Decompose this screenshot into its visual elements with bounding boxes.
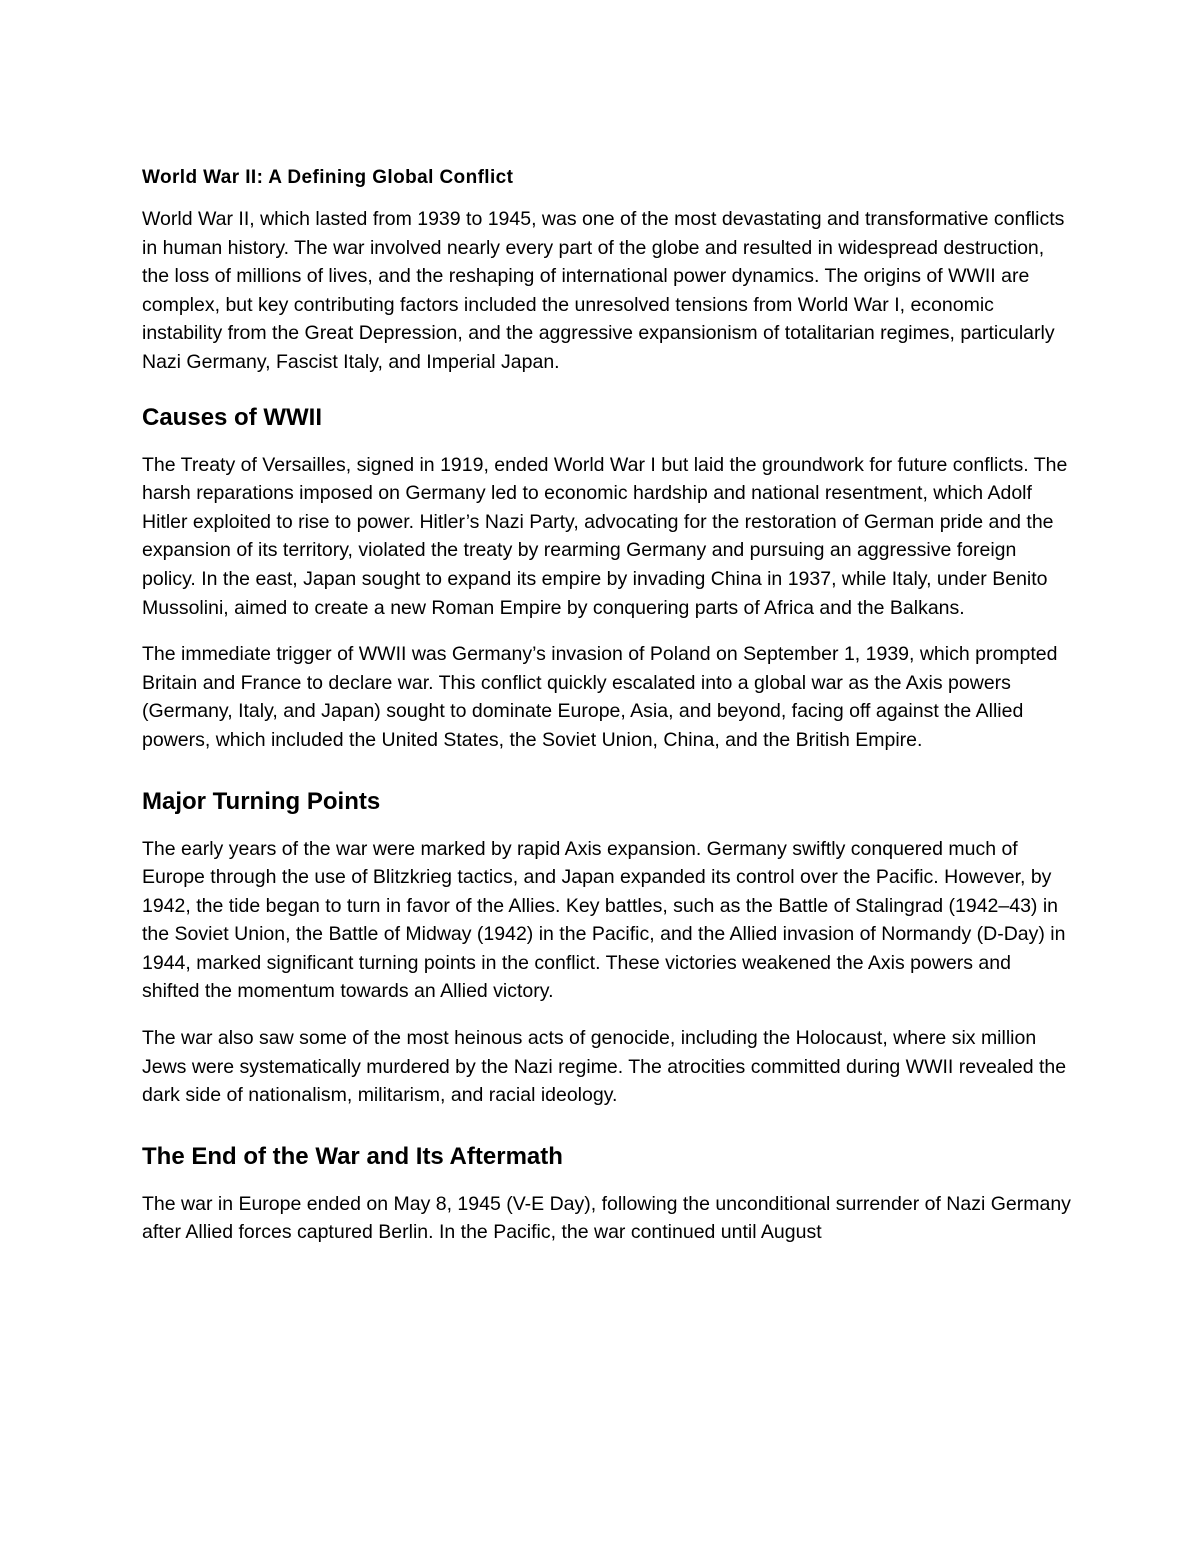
turning-points-paragraph-2: The war also saw some of the most heinous acts of genocide, including the Holocaust, where six million Jews were systematically murdered by the Nazi regime. The atrocities committed during WWII revealed the dark side of nationalism, militarism, and racial ideology. — [142, 1027, 1067, 1107]
section-heading-aftermath: The End of the War and Its Aftermath — [142, 1142, 563, 1170]
intro-paragraph: World War II, which lasted from 1939 to 1945, was one of the most devastating and transformative conflicts in human history. The war involved nearly every part of the globe and resulted in widespread destruction, the loss of millions of lives, and the reshaping of international power dynamics. The origins of WWII are complex, but key contributing factors included the unresolved tensions from World War I, economic instability from the Great Depression, and the aggressive expansionism of totalitarian regimes, particularly Nazi Germany, Fascist Italy, and Imperial Japan. — [142, 208, 1065, 373]
section-heading-causes: Causes of WWII — [142, 403, 323, 431]
causes-paragraph-2: The immediate trigger of WWII was Germany’s invasion of Poland on September 1, 1939, which prompted Britain and France to declare war. This conflict quickly escalated into a global war as the Axis powers (Germany, Italy, and Japan) sought to dominate Europe, Asia, and beyond, facing off against the Allied powers, which included the United States, the Soviet Union, China, and the British Empire. — [142, 643, 1058, 751]
aftermath-paragraph-1: The war in Europe ended on May 8, 1945 (V-E Day), following the unconditional surrender of Nazi Germany after Allied forces captured Berlin. In the Pacific, the war continued until August — [142, 1192, 1071, 1244]
turning-points-paragraph-1: The early years of the war were marked by rapid Axis expansion. Germany swiftly conquered much of Europe through the use of Blitzkrieg tactics, and Japan expanded its control over the Pacific. However, by 1942, the tide began to turn in favor of the Allies. Key battles, such as the Battle of Stalingrad (1942–43) in the Soviet Union, the Battle of Midway (1942) in the Pacific, and the Allied invasion of Normandy (D-Day) in 1944, marked significant turning points in the conflict. These victories weakened the Axis powers and shifted the momentum towards an Allied victory. — [142, 837, 1066, 1003]
document-title: World War II: A Defining Global Conflict — [142, 167, 514, 188]
causes-paragraph-1: The Treaty of Versailles, signed in 1919, ended World War I but laid the groundwork for future conflicts. The harsh reparations imposed on Germany led to economic hardship and national resentment, which Adolf Hitler exploited to rise to power. Hitler’s Nazi Party, advocating for the restoration of German pride and the expansion of its territory, violated the treaty by rearming Germany and pursuing an aggressive foreign policy. In the east, Japan sought to expand its empire by invading China in 1937, while Italy, under Benito Mussolini, aimed to create a new Roman Empire by conquering parts of Africa and the Balkans. — [142, 453, 1068, 619]
document-body — [142, 163, 1072, 1265]
section-heading-turning-points: Major Turning Points — [142, 787, 381, 815]
